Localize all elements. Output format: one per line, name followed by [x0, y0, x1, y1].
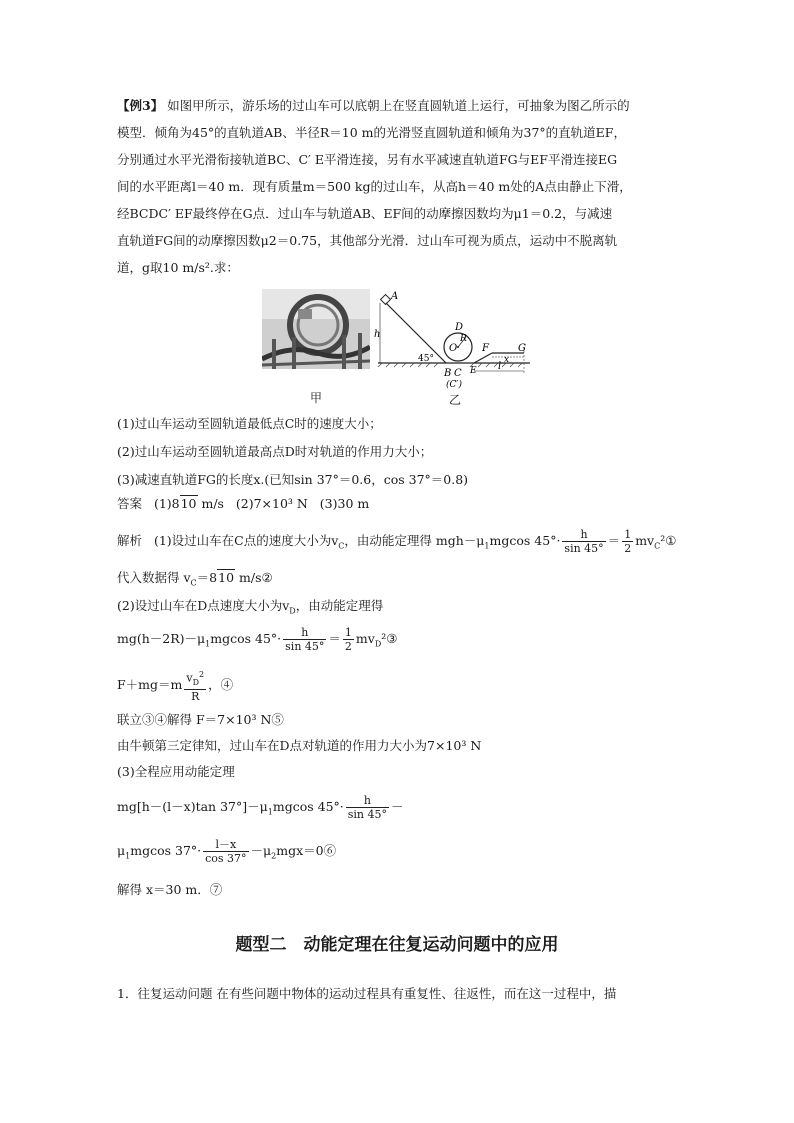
question-1: (1)过山车运动至圆轨道最低点C时的速度大小；: [117, 416, 382, 431]
problem-statement: [117, 92, 683, 281]
solution-line-9: mg[h－(l－x)tan $37^\circ]-\mu_1mgcos$ 45°· $\frac{h}{\sin 45^\circ}$ －: [117, 794, 404, 821]
figure: [262, 287, 532, 405]
example-tag: 【例3】: [117, 98, 164, 113]
label-45: 45°: [418, 354, 434, 364]
label-D: D: [455, 322, 464, 333]
problem-line-7: 道，g取10 m/s².求：: [117, 260, 239, 275]
label-O: O: [449, 343, 458, 354]
photo-caption: 甲: [310, 391, 323, 405]
question-2: (2)过山车运动至圆轨道最高点D时对轨道的作用力大小；: [117, 444, 433, 459]
problem-line-2: 模型．倾角为45°的直轨道AB、半径R＝10 m的光滑竖直圆轨道和倾角为37°的直轨道EF，: [117, 125, 626, 140]
question-3: (3)减速直轨道FG的长度x.(已知sin 37°＝0.6，cos 37°＝0.8): [117, 472, 469, 487]
track-diagram: [374, 287, 532, 391]
label-F: F: [482, 343, 489, 354]
roller-coaster-photo: [262, 289, 370, 369]
problem-line-1: 【例3】 如图甲所示，游乐场的过山车可以底朝上在竖直圆轨道上运行，可抽象为图乙所示的: [117, 98, 630, 113]
label-R: R: [460, 334, 467, 344]
label-C: C: [454, 368, 462, 379]
label-Cprime: (C′): [446, 380, 462, 390]
solution-line-2: 代入数据得 $v_C=810$ m/s②: [117, 570, 273, 588]
problem-line-5: 经BCDC′ EF最终停在G点．过山车与轨道AB、EF间的动摩擦因数均为μ1＝0.2，与减速: [117, 206, 613, 221]
solution-line-10: $\mu_1mgcos$ 37°· $\frac{l-x}{\cos 37^\circ}$ $-\mu_2mgx=0⑥$: [117, 838, 337, 865]
solution-line-11: 解得 x＝30 m．⑦: [117, 882, 223, 897]
label-x: x: [504, 355, 510, 365]
answer-line: 答案 (1)810 m/s (2)7×10³ N (3)30 m: [117, 496, 370, 511]
solution-line-7: 由牛顿第三定律知，过山车在D点对轨道的作用力大小为7×10³ N: [117, 738, 482, 753]
solution-line-3: (2)设过山车在D点速度大小为$v_D$，由动能定理得: [117, 598, 384, 616]
solution-line-1: 解析 (1)设过山车在C点的速度大小为$v_C$，由动能定理得 $mgh-\mu_1mgcos$ 45°· $\frac{h}{\sin 45^\circ}$ ＝ $\frac{1}{2}$ $mv_C^2①$: [117, 528, 677, 555]
label-B: B: [444, 368, 452, 379]
problem-line-6: 直轨道FG间的动摩擦因数μ2＝0.75，其他部分光滑．过山车可视为质点，运动中不脱离轨: [117, 233, 618, 248]
label-E: E: [470, 366, 477, 376]
diagram-caption: 乙: [449, 393, 462, 407]
solution-line-6: 联立③④解得 F＝7×10³ N⑤: [117, 712, 284, 727]
label-l: l: [498, 361, 502, 372]
section-title: 题型二 动能定理在往复运动问题中的应用: [235, 935, 559, 955]
label-h: h: [374, 329, 381, 340]
answer-label: 答案: [117, 496, 143, 511]
solution-line-8: (3)全程应用动能定理: [117, 764, 235, 779]
solution-line-4: $mg(h-2R)-\mu_1mgcos$ 45°· $\frac{h}{\sin 45^\circ}$ ＝ $\frac{1}{2}$ $mv_D^2③$: [117, 626, 398, 653]
problem-line-4: 间的水平距离l＝40 m．现有质量m＝500 kg的过山车，从高h＝40 m处的A点由静止下滑，: [117, 179, 632, 194]
label-G: G: [518, 343, 526, 354]
label-A: A: [391, 291, 399, 302]
problem-line-3: 分别通过水平光滑衔接轨道BC、C′ E平滑连接，另有水平减速直轨道FG与EF平滑连接EG: [117, 152, 618, 167]
solution-line-5: F＋mg＝m $\frac{v_D^2}{R}$ ，④: [117, 670, 234, 703]
section-intro: 1．往复运动问题 在有些问题中物体的运动过程具有重复性、往返性，而在这一过程中，描: [117, 986, 617, 1001]
solution-label: 解析: [117, 533, 143, 548]
questions: [117, 410, 683, 494]
